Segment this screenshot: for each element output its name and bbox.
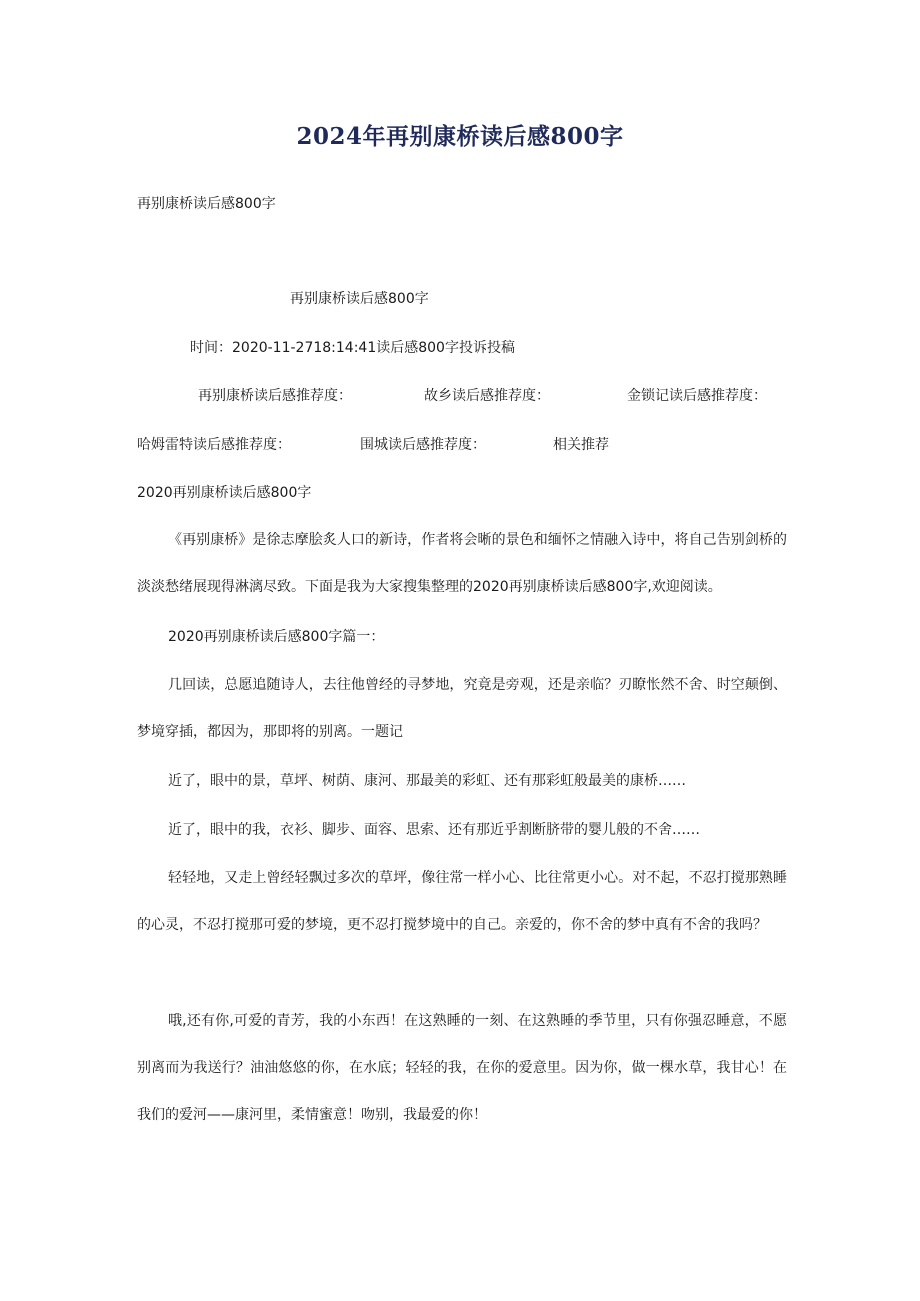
- body-paragraph: 几回读，总愿追随诗人，去往他曾经的寻梦地，究竟是旁观，还是亲临？刃瞭怅然不舍、时空颠倒、梦境穿插，都因为，那即将的别离。一题记: [137, 677, 787, 740]
- recommendation-item[interactable]: 再别康桥读后感推荐度：: [198, 388, 352, 404]
- related-recommendations-label: 相关推荐: [553, 437, 609, 453]
- document-subtitle: 再别康桥读后感800字: [137, 196, 276, 212]
- body-paragraph: 近了，眼中的我，衣衫、脚步、面容、思索、还有那近乎割断脐带的婴儿般的不舍……: [168, 822, 700, 838]
- article-title: 再别康桥读后感800字: [290, 291, 429, 307]
- section-subheading: 2020再别康桥读后感800字篇一：: [168, 629, 385, 645]
- recommendation-item[interactable]: 围城读后感推荐度：: [360, 437, 486, 453]
- recommendation-item[interactable]: 金锁记读后感推荐度：: [627, 388, 767, 404]
- recommendation-item[interactable]: 哈姆雷特读后感推荐度：: [137, 437, 291, 453]
- document-title: 2024年再别康桥读后感800字: [296, 123, 624, 150]
- recommendation-item[interactable]: 故乡读后感推荐度：: [424, 388, 550, 404]
- meta-line: 时间：2020-11-2718:14:41读后感800字投诉投稿: [190, 340, 515, 356]
- body-paragraph: 《再别康桥》是徐志摩脍炙人口的新诗，作者将会晰的景色和缅怀之情融入诗中，将自己告别剑桥的淡淡愁绪展现得淋漓尽致。下面是我为大家搜集整理的2020再别康桥读后感800字,欢迎阅读。: [137, 532, 787, 595]
- section-heading: 2020再别康桥读后感800字: [137, 485, 312, 501]
- body-paragraph: 轻轻地，又走上曾经轻飘过多次的草坪，像往常一样小心、比往常更小心。对不起，不忍打搅那熟睡的心灵，不忍打搅那可爱的梦境，更不忍打搅梦境中的自己。亲爱的，你不舍的梦中真有不舍的我吗？: [137, 870, 787, 933]
- body-paragraph: 哦,还有你,可爱的青芳，我的小东西！在这熟睡的一刻、在这熟睡的季节里，只有你强忍睡意，不愿别离而为我送行？油油悠悠的你，在水底；轻轻的我，在你的爱意里。因为你，做一棵水草，我甘心！在我们的爱河——康河里，柔情蜜意！吻别，我最爱的你！: [137, 1013, 787, 1123]
- body-paragraph: 近了，眼中的景，草坪、树荫、康河、那最美的彩虹、还有那彩虹般最美的康桥……: [168, 773, 686, 789]
